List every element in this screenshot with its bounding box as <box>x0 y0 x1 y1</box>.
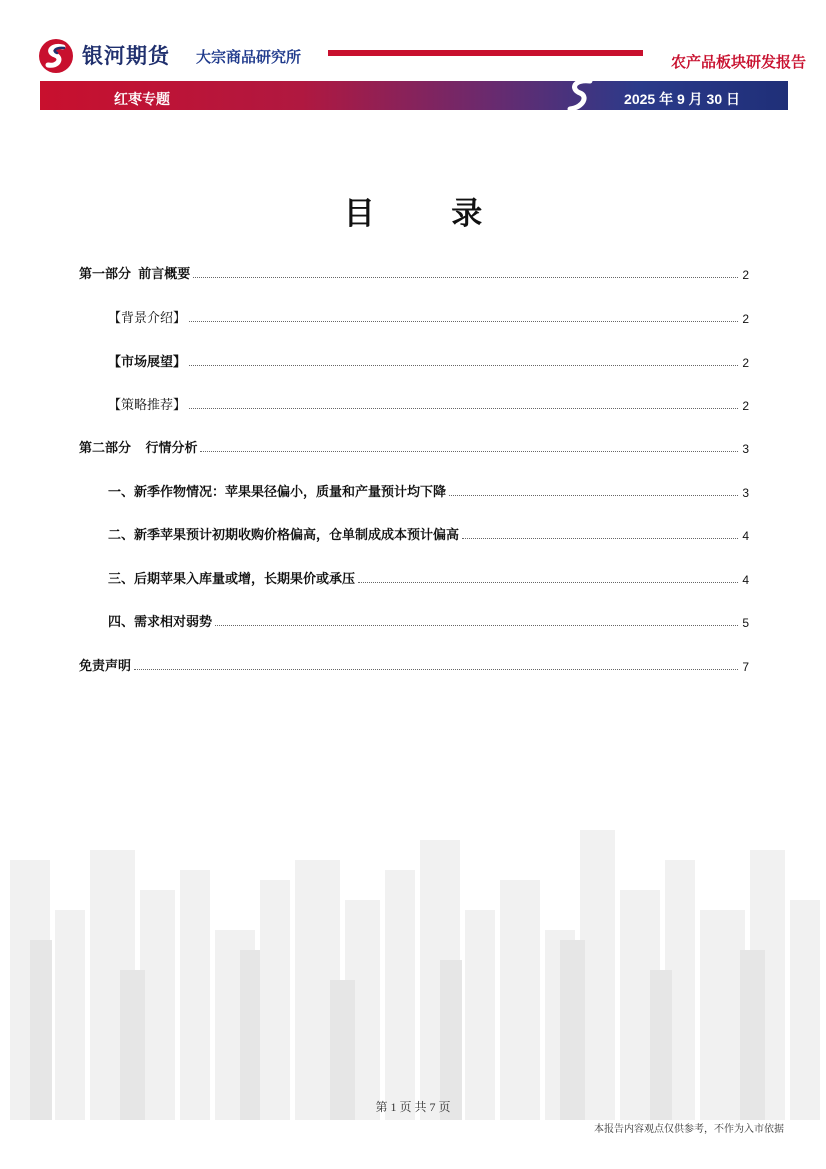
company-logo-text: 银河期货 <box>82 45 170 68</box>
toc-entry-page: 2 <box>742 399 749 413</box>
swoosh-icon <box>560 75 600 115</box>
page-number: 第 1 页 共 7 页 <box>375 1100 451 1114</box>
toc-entry-label: 二、新季苹果预计初期收购价格偏高，仓单制成成本预计偏高 <box>108 527 460 542</box>
header-divider <box>328 50 643 56</box>
toc-leader-dots <box>189 320 738 322</box>
toc-leader-dots <box>200 450 738 452</box>
toc-entry-disclaimer[interactable] <box>79 656 749 674</box>
toc-leader-dots <box>449 494 738 496</box>
toc-entry-label: 第二部分 行情分析 <box>79 440 198 455</box>
toc-leader-dots <box>358 581 738 583</box>
toc-entry-label: 【市场展望】 <box>108 354 187 369</box>
toc-leader-dots <box>193 276 738 278</box>
toc-leader-dots <box>189 364 738 366</box>
toc-entry-page: 2 <box>742 356 749 370</box>
toc-entry-section-3[interactable] <box>108 569 749 587</box>
footer-disclaimer: 本报告内容观点仅供参考，不作为入市依据 <box>594 1124 784 1135</box>
header-band <box>40 81 788 110</box>
toc-entry-part-2[interactable] <box>79 438 749 456</box>
report-date: 2025 年 9 月 30 日 <box>624 91 740 107</box>
report-type: 农产品板块研发报告 <box>670 54 806 71</box>
toc-entry-page: 7 <box>742 660 749 674</box>
toc-entry-label: 三、后期苹果入库量或增，长期果价或承压 <box>108 571 356 586</box>
report-topic: 红枣专题 <box>114 91 170 107</box>
toc-entry-label: 免责声明 <box>79 658 132 673</box>
toc-leader-dots <box>134 668 738 670</box>
toc-entry-page: 3 <box>742 486 749 500</box>
toc-entry-page: 5 <box>742 616 749 630</box>
toc-title: 目 录 <box>343 196 517 231</box>
toc-entry-page: 2 <box>742 268 749 282</box>
report-header <box>0 0 826 112</box>
toc-entry-page: 3 <box>742 442 749 456</box>
toc-leader-dots <box>189 407 738 409</box>
toc-leader-dots <box>215 624 738 626</box>
toc-entry-page: 4 <box>742 529 749 543</box>
toc-entry-page: 2 <box>742 312 749 326</box>
toc-entry-label: 一、新季作物情况：苹果果径偏小，质量和产量预计均下降 <box>108 484 447 499</box>
toc-entry-label: 【背景介绍】 <box>108 310 187 325</box>
toc-entry-label: 第一部分 前言概要 <box>79 266 191 281</box>
toc-entry-section-4[interactable] <box>108 612 749 630</box>
toc-entry-part-1[interactable] <box>79 264 749 282</box>
toc-leader-dots <box>462 537 738 539</box>
toc-entry-section-1[interactable] <box>108 482 749 500</box>
toc-entry-label: 【策略推荐】 <box>108 397 187 412</box>
galaxy-logo-icon <box>38 38 74 74</box>
toc-entry-page: 4 <box>742 573 749 587</box>
toc-entry-section-2[interactable] <box>108 525 749 543</box>
toc-entry-label: 四、需求相对弱势 <box>108 614 213 629</box>
toc-entry-strategy[interactable] <box>108 395 749 413</box>
toc-entry-background[interactable] <box>108 308 749 326</box>
institute-name: 大宗商品研究所 <box>196 49 302 66</box>
toc-entry-outlook[interactable] <box>108 352 749 370</box>
city-skyline-watermark <box>0 820 826 1120</box>
